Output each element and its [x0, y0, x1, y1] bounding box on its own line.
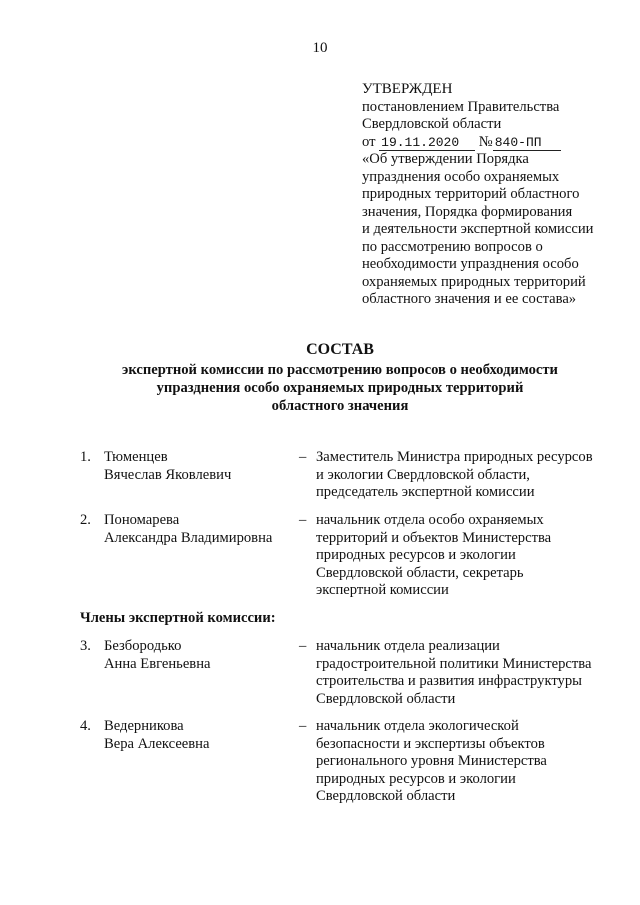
- approval-subject-line: «Об утверждении Порядка: [362, 151, 529, 167]
- position-line: градостроительной политики Министерства: [316, 655, 592, 672]
- approval-subject-line: охраняемых природных территорий: [362, 273, 586, 290]
- approval-title: УТВЕРЖДЕН: [362, 81, 453, 97]
- position-line: регионального уровня Министерства: [316, 753, 547, 769]
- member-entry: [80, 718, 620, 808]
- position-line: экспертной комиссии: [316, 582, 449, 598]
- heading-title: СОСТАВ: [306, 341, 374, 358]
- position-line: Свердловской области: [316, 788, 456, 804]
- approval-number: 840-ПП: [493, 136, 561, 151]
- document-heading: [60, 340, 620, 415]
- position-line: начальник отдела экологической: [316, 718, 519, 734]
- approval-subject-line: необходимости упразднения особо: [362, 256, 579, 272]
- approval-subject-line: упразднения особо охраняемых: [362, 168, 560, 185]
- member-name: [104, 449, 294, 484]
- approval-number-label: №: [478, 133, 493, 150]
- member-position: [316, 512, 616, 600]
- page-number: 10: [312, 40, 328, 56]
- position-line: территорий и объектов Министерства: [316, 529, 552, 546]
- position-line: безопасности и экспертизы объектов: [316, 735, 545, 752]
- member-surname: Ведерникова: [104, 718, 184, 734]
- entry-dash: –: [299, 449, 307, 465]
- member-name: [104, 638, 294, 673]
- position-line: и экологии Свердловской области,: [316, 466, 530, 483]
- position-line: природных ресурсов и экологии: [316, 770, 516, 787]
- position-line: строительства и развития инфраструктуры: [316, 673, 582, 689]
- position-line: начальник отдела особо охраняемых: [316, 512, 544, 528]
- member-given-names: Анна Евгеньевна: [104, 655, 211, 672]
- members-section-label: Члены экспертной комиссии:: [80, 610, 276, 626]
- position-line: Свердловской области: [316, 690, 456, 707]
- member-position: [316, 718, 616, 806]
- position-line: председатель экспертной комиссии: [316, 484, 535, 500]
- member-given-names: Вера Алексеевна: [104, 735, 210, 752]
- entry-dash: –: [299, 718, 307, 734]
- heading-line: экспертной комиссии по рассмотрению вопросов о необходимости: [122, 362, 558, 378]
- entry-dash: –: [299, 638, 307, 654]
- member-given-names: Вячеслав Яковлевич: [104, 466, 232, 483]
- member-entry: [80, 638, 620, 710]
- entry-dash: –: [299, 512, 307, 528]
- member-name: [104, 718, 294, 753]
- approval-date-line: [362, 134, 624, 152]
- heading-line: областного значения: [271, 398, 409, 414]
- approval-block: [362, 81, 624, 309]
- approval-date: 19.11.2020: [379, 136, 475, 151]
- member-name: [104, 512, 294, 547]
- entry-number: 3.: [80, 638, 91, 654]
- member-entry: [80, 449, 620, 503]
- member-surname: Пономарева: [104, 512, 180, 528]
- member-entry: [80, 512, 620, 602]
- approval-line-1: постановлением Правительства: [362, 98, 560, 115]
- entry-number: 1.: [80, 449, 91, 465]
- approval-line-2: Свердловской области: [362, 116, 502, 132]
- member-given-names: Александра Владимировна: [104, 529, 273, 546]
- approval-subject-line: по рассмотрению вопросов о: [362, 238, 543, 255]
- position-line: Заместитель Министра природных ресурсов: [316, 449, 593, 465]
- approval-subject-line: областного значения и ее состава»: [362, 291, 577, 307]
- position-line: начальник отдела реализации: [316, 638, 500, 654]
- approval-subject-line: значения, Порядка формирования: [362, 203, 573, 220]
- position-line: природных ресурсов и экологии: [316, 547, 516, 563]
- member-position: [316, 638, 616, 708]
- heading-line: упразднения особо охраняемых природных территорий: [156, 380, 524, 396]
- approval-subject-line: природных территорий областного: [362, 186, 580, 202]
- member-surname: Безбородько: [104, 638, 182, 654]
- entry-number: 2.: [80, 512, 91, 528]
- approval-subject-line: и деятельности экспертной комиссии: [362, 221, 594, 237]
- position-line: Свердловской области, секретарь: [316, 564, 524, 581]
- entry-number: 4.: [80, 718, 91, 734]
- approval-from-label: от: [362, 133, 376, 150]
- member-surname: Тюменцев: [104, 449, 168, 465]
- member-position: [316, 449, 616, 502]
